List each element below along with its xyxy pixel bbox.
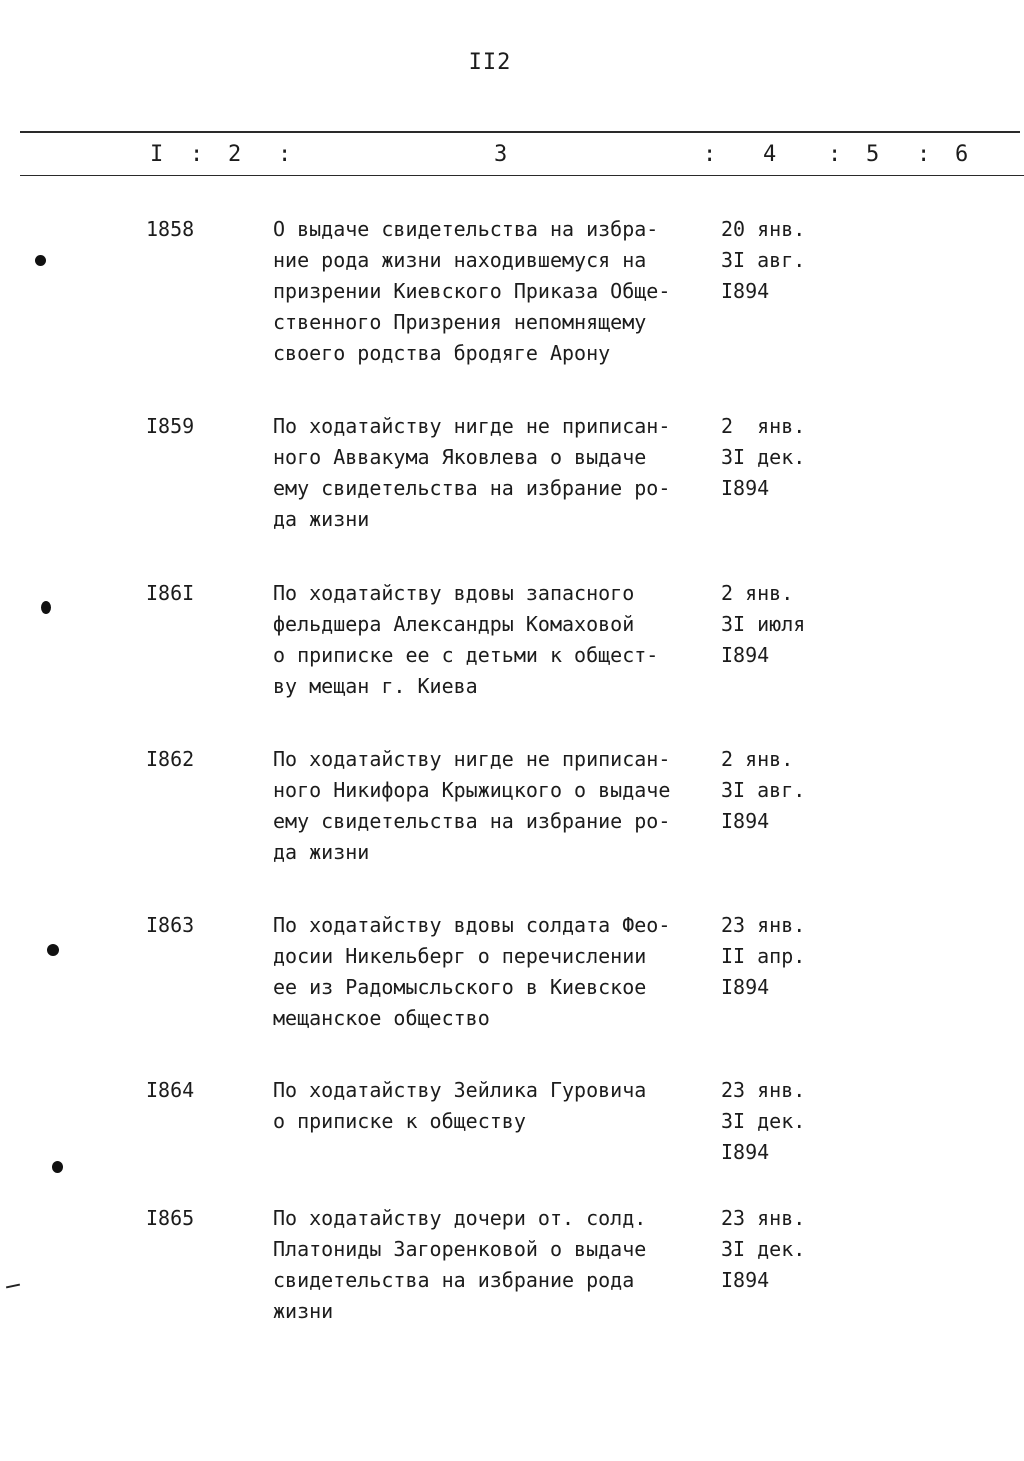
record-date-end: II апр. (721, 944, 806, 968)
record-number: I864 (146, 1078, 195, 1102)
margin-dash-mark (6, 1284, 20, 1289)
record-dates (721, 578, 831, 671)
record-number: I859 (146, 414, 195, 438)
record-number: I86I (146, 581, 195, 605)
record-description: По ходатайству нигде не приписан- ного Никифора Крыжицкого о выдаче ему свидетельства на избрание ро- да жизни (273, 747, 671, 864)
header-col-1: I (150, 142, 164, 167)
table-header-bottom-rule (20, 175, 1024, 176)
header-sep: : (917, 142, 931, 167)
record-number: 1858 (146, 217, 195, 241)
header-col-6: 6 (955, 142, 969, 167)
binding-hole-mark (35, 255, 46, 266)
header-col-3: 3 (494, 142, 508, 167)
table-top-rule (20, 131, 1020, 133)
record-year: I894 (721, 279, 770, 303)
binding-hole-mark (52, 1161, 63, 1173)
header-sep: : (703, 142, 717, 167)
record-description: По ходатайству вдовы запасного фельдшера Александры Комаховой о приписке ее с детьми к общест- ву мещан г. Киева (273, 581, 659, 698)
record-year: I894 (721, 975, 770, 999)
record-number: I863 (146, 913, 195, 937)
page-number: II2 (468, 50, 512, 75)
record-date-start: 23 янв. (721, 1206, 806, 1230)
record-dates (721, 744, 831, 837)
record-date-start: 2 янв. (721, 747, 794, 771)
record-date-start: 23 янв. (721, 913, 806, 937)
record-year: I894 (721, 643, 770, 667)
binding-hole-mark (47, 944, 59, 956)
record-description: По ходатайству вдовы солдата Фео- досии Никельберг о перечислении ее из Радомысльского в Киевское мещанское общество (273, 913, 671, 1030)
record-description: По ходатайству Зейлика Гуровича о приписке к обществу (273, 1078, 647, 1133)
record-description: О выдаче свидетельства на избра- ние рода жизни находившемуся на призрении Киевского Приказа Обще- ственного Призрения непомнящему своего родства бродяге Арону (273, 217, 671, 365)
record-date-end: 3I дек. (721, 1237, 806, 1261)
header-col-2: 2 (228, 142, 242, 167)
record-date-start: 23 янв. (721, 1078, 806, 1102)
record-date-end: 3I дек. (721, 1109, 806, 1133)
record-date-end: 3I авг. (721, 778, 806, 802)
record-year: I894 (721, 1268, 770, 1292)
record-date-start: 2 янв. (721, 414, 806, 438)
record-year: I894 (721, 1140, 770, 1164)
header-sep: : (190, 142, 204, 167)
record-dates (721, 910, 831, 1003)
record-number: I865 (146, 1206, 195, 1230)
record-date-start: 20 янв. (721, 217, 806, 241)
record-date-end: 3I дек. (721, 445, 806, 469)
record-date-start: 2 янв. (721, 581, 794, 605)
binding-hole-mark (41, 601, 51, 614)
record-number: I862 (146, 747, 195, 771)
record-dates (721, 411, 831, 504)
record-dates (721, 1075, 831, 1168)
header-sep: : (828, 142, 842, 167)
record-description: По ходатайству нигде не приписан- ного Аввакума Яковлева о выдаче ему свидетельства на избрание ро- да жизни (273, 414, 671, 531)
record-year: I894 (721, 809, 770, 833)
record-date-end: 3I авг. (721, 248, 806, 272)
header-col-5: 5 (866, 142, 880, 167)
record-year: I894 (721, 476, 770, 500)
record-dates (721, 1203, 831, 1296)
header-sep: : (278, 142, 292, 167)
record-date-end: 3I июля (721, 612, 806, 636)
table-header-row (0, 142, 1024, 172)
header-col-4: 4 (763, 142, 777, 167)
record-dates (721, 214, 831, 307)
record-description: По ходатайству дочери от. солд. Платониды Загоренковой о выдаче свидетельства на избрание рода жизни (273, 1206, 647, 1323)
